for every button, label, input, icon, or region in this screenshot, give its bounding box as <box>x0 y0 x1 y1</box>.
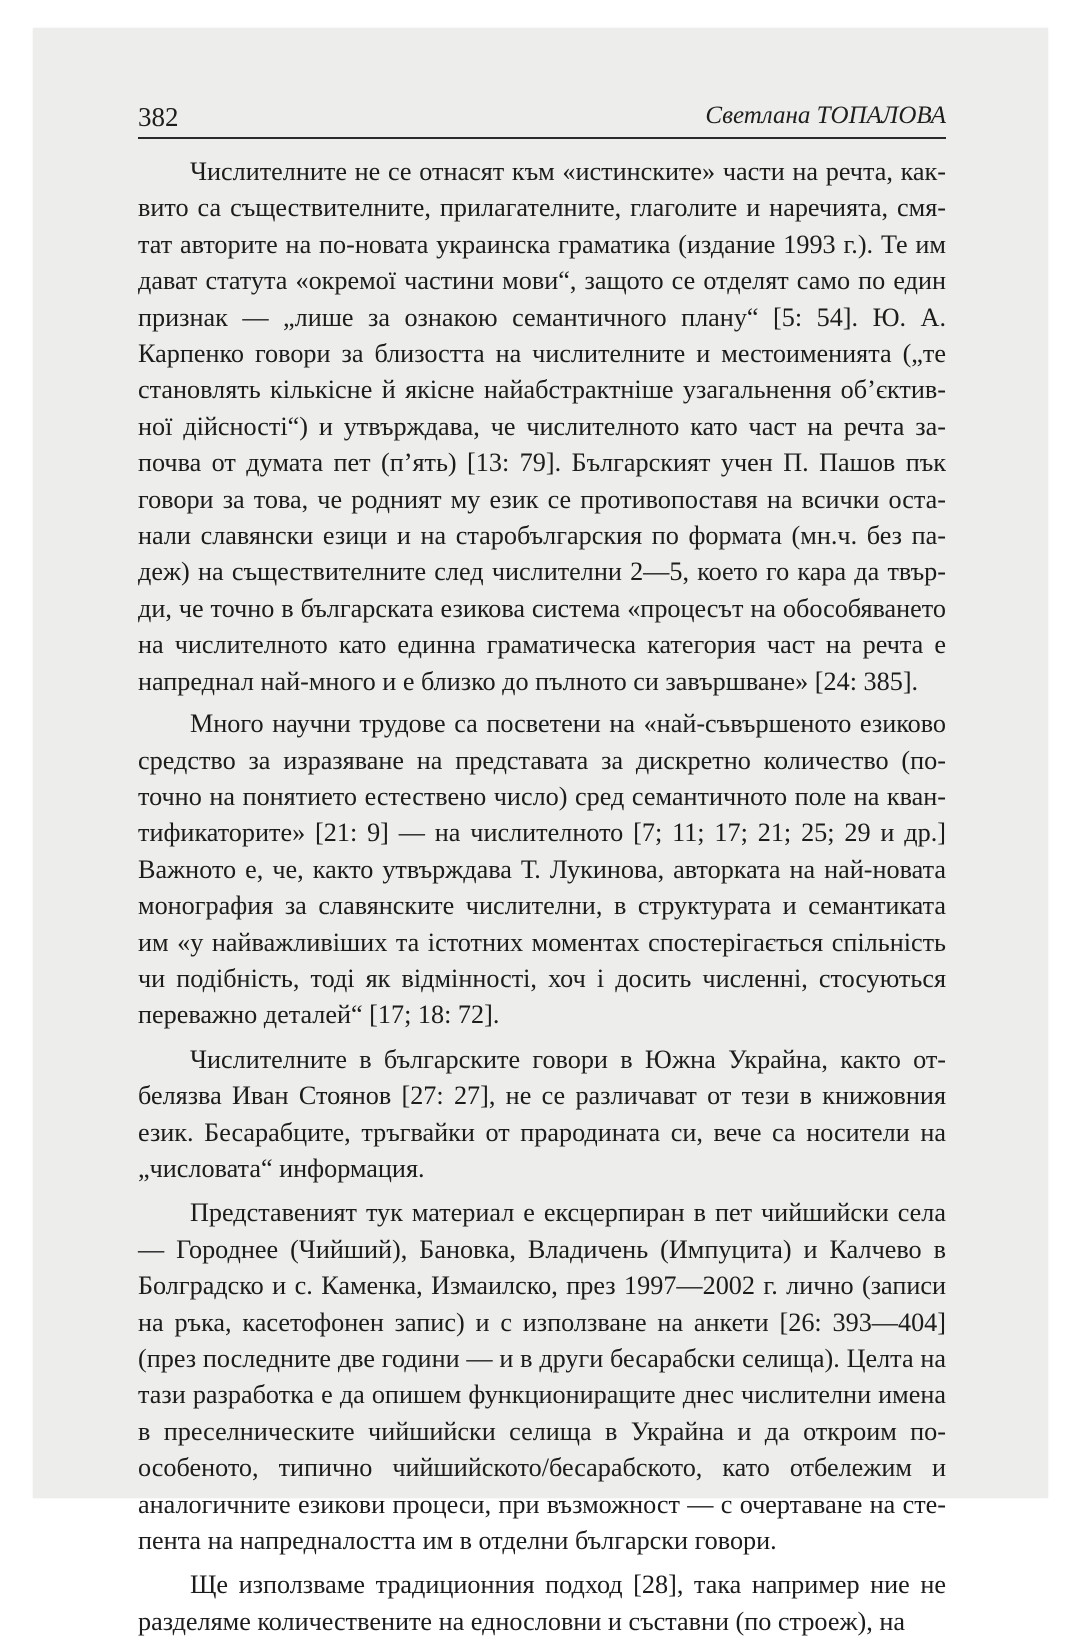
body-text <box>138 154 946 1646</box>
page-number: 382 <box>138 102 179 132</box>
paragraph: Ще използваме традиционния подход [28], така например ние не разделяме количествените на еднословни и съставни (по строеж), на <box>138 1570 946 1636</box>
paragraph: Много научни трудове са посветени на «най-съвършеното езиково средство за изразяване на представата за дискретно количество (поточно на понятието естествено число) сред семантичното поле на квантификаторите» [21: 9] — на числителното [7; 11; 17; 21; 25; 29 и др.] Важното е, че, както утвърждава Т. Лукинова, авторката на най-новата монография за славянските числителни, в структурата и семантиката им «у найважливіших та істотних моментах спостерігається спільність чи подібність, тоді як відмінності, хоч і досить численні, стосуються переважно деталей“ [17; 18: 72]. <box>138 709 946 1030</box>
page-header <box>138 96 946 136</box>
running-title: Светлана ТОПАЛОВА <box>705 102 946 129</box>
header-rule <box>138 137 946 139</box>
paragraph: Представеният тук материал е ексцерпиран в пет чийшийски села — Городнее (Чийший), Бановка, Владичень (Импуцита) и Калчево в Болградско и с. Каменка, Измаилско, през 1997—2002 г. лично (записи на ръка, касетофонен запис) и с използване на анкети [26: 393—404] (през последните две години — и в други бесарабски селища). Целта на тази разработка е да опишем функциониращите днес числителни имена в преселническите чийшийски селища в Украйна и да откроим по-особеното, типично чийшийското/бесарабското, като отбележим и аналогичните езикови процеси, при възможност — с очертаване на степента на напредналостта им в отделни български говори. <box>138 1198 946 1556</box>
paragraph: Числителните в българските говори в Южна Украйна, както отбелязва Иван Стоянов [27: 27], не се различават от тези в книжовния език. Бесарабците, тръгвайки от прародината си, вече са носители на „числовата“ информация. <box>138 1044 946 1183</box>
paragraph: Числителните не се отнасят към «истинските» части на речта, каквито са съществителните, прилагателните, глаголите и наречията, смятат авторите на по-новата украинска граматика (издание 1993 г.). Те им дават статута «окремої частини мови“, защото се отделят само по един признак — „лише за ознакою семантичного плану“ [5: 54]. Ю. А. Карпенко говори за близостта на числителните и местоименията („те становлять кількісне й якісне найабстрактніше узагальнення об’єктивної дійсності“) и утвърждава, че числителното като част на речта започва от думата пет (п’ять) [13: 79]. Българският учен П. Пашов пък говори за това, че родният му език се противопоставя на всички останали славянски езици и на старобългарския по формата (мн.ч. без падеж) на съществителните след числителни 2—5, което го кара да твърди, че точно в българската езикова система «процесът на обособяването на числителното като единна граматическа категория част на речта е напреднал най-много и е близко до пълното си завършване» [24: 385]. <box>138 157 946 696</box>
